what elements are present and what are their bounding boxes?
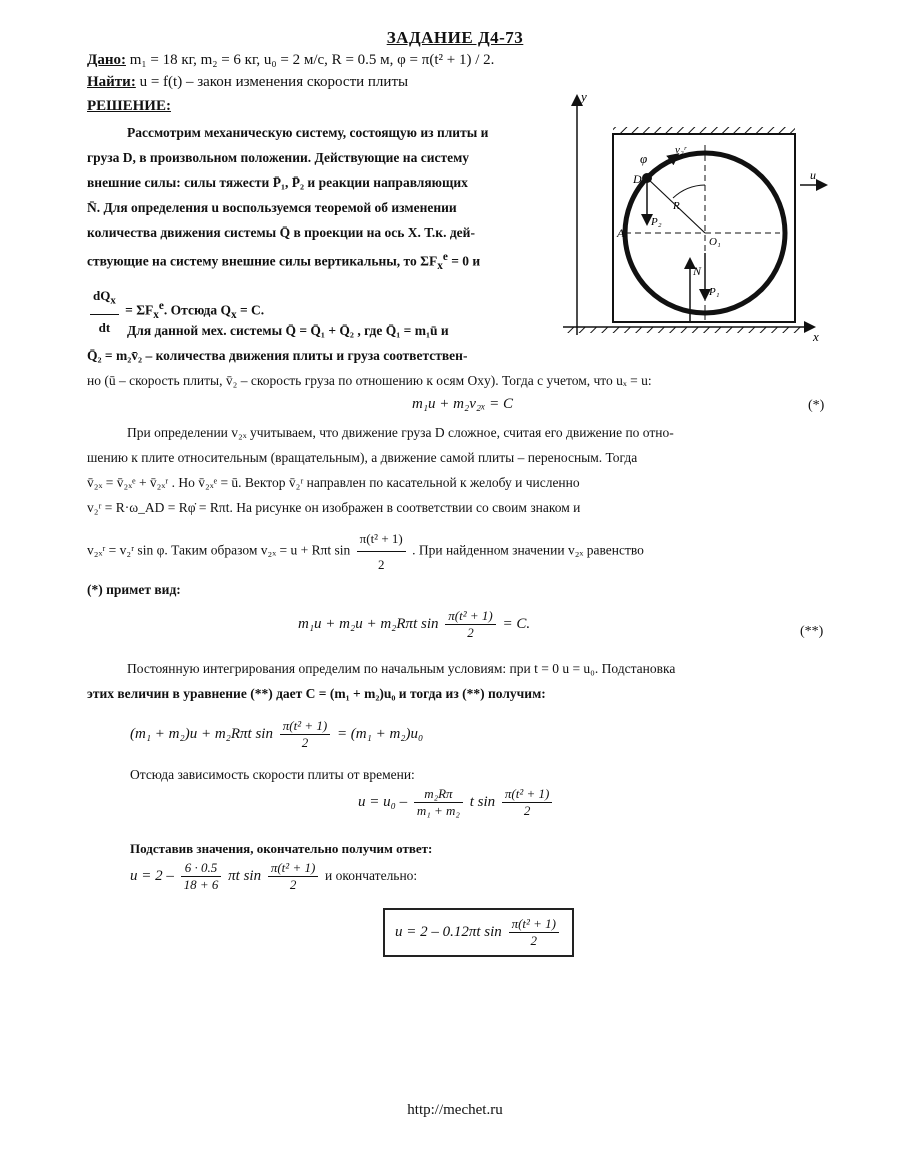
paragraph-1-line-3: внешние силы: силы тяжести P̄₁, P̄₂ и реакции направляющих bbox=[87, 175, 468, 190]
equation-2-fraction bbox=[445, 608, 495, 641]
equation-5-num-1: 6 · 0.5 bbox=[181, 860, 222, 877]
equation-5-num-2: π(t² + 1) bbox=[268, 860, 318, 877]
paragraph-1-line-5: количества движения системы Q̄ в проекции на ось X. Т.к. дей- bbox=[87, 225, 475, 240]
page-title: ЗАДАНИЕ Д4-73 bbox=[386, 28, 524, 47]
v2x-fraction bbox=[357, 526, 406, 577]
equation-4-fraction-2 bbox=[502, 786, 552, 819]
solution-heading bbox=[87, 98, 171, 115]
equation-4-den-2: 2 bbox=[523, 803, 531, 818]
paragraph-1-line-2: груза D, в произвольном положении. Действующие на систему bbox=[87, 150, 470, 165]
equation-1: m₁u + m₂v₂ₓ = C bbox=[412, 396, 513, 412]
derivative-const: = C. bbox=[236, 302, 265, 318]
derivative-fraction: $\frac{dQ_x}{dt}$ bbox=[90, 283, 119, 340]
derivative-num: dQ bbox=[93, 288, 111, 304]
P2-label: P₂ bbox=[651, 216, 662, 228]
answer-box bbox=[383, 908, 574, 957]
paragraph-3 bbox=[87, 420, 837, 602]
equation-4-left: u = u₀ – bbox=[358, 793, 408, 810]
equation-3-num: π(t² + 1) bbox=[280, 718, 330, 735]
paragraph-5: Отсюда зависимость скорости плиты от времени: bbox=[130, 767, 415, 782]
find-text: u = f(t) – закон изменения скорости плиты bbox=[139, 74, 409, 90]
given-line bbox=[87, 52, 494, 69]
paragraph-1-line-6: ствующие на систему внешние силы вертикальны, то $\Sigma F_x^e = 0$ и bbox=[87, 251, 481, 273]
center-label: O₁ bbox=[709, 236, 721, 248]
answer-fraction bbox=[509, 916, 559, 949]
equation-2 bbox=[298, 608, 530, 641]
paragraph-4-line-1: Постоянную интегрирования определим по начальным условиям: при t = 0 u = u₀. Подстановка bbox=[127, 661, 676, 676]
derivative-eq: = ΣF bbox=[125, 302, 154, 318]
equation-3-fraction bbox=[280, 718, 330, 751]
given-label: Дано: bbox=[87, 52, 126, 68]
R-label: R bbox=[673, 200, 680, 212]
paragraph-1-line-1: Рассмотрим механическую систему, состоящую из плиты и bbox=[127, 125, 489, 140]
equation-4-den-1: m₁ + m₂ bbox=[416, 803, 460, 818]
equation-3-den: 2 bbox=[301, 735, 309, 750]
equation-4 bbox=[358, 786, 555, 819]
answer-den: 2 bbox=[530, 933, 538, 948]
y-axis-label: y bbox=[581, 89, 587, 104]
find-label: Найти: bbox=[87, 74, 136, 90]
paragraph-6: Подставив значения, окончательно получим ответ: bbox=[130, 841, 433, 856]
equation-4-mid: t sin bbox=[469, 793, 496, 810]
paragraph-2-line-2: Q̄₂ = m₂v̄₂ – количества движения плиты и груза соответствен- bbox=[87, 348, 468, 363]
P1-label: P₁ bbox=[709, 286, 720, 298]
phi-arc bbox=[673, 185, 705, 198]
v2x-expression: v₂ₓʳ = v₂ʳ sin φ. Таким образом v₂ₓ = u + Rπt sin bbox=[87, 542, 351, 558]
footer-url: http://mechet.ru bbox=[407, 1102, 503, 1118]
top-guide-hatch bbox=[613, 127, 795, 134]
answer-left: u = 2 – 0.12πt sin bbox=[395, 923, 502, 940]
paragraph-3-line-2: шению к плите относительным (вращательным), а движение самой плиты – переносным. Тогда bbox=[87, 450, 638, 465]
paragraph-3-line-4: v₂ʳ = R·ω_AD = Rφ̇ = Rπt. На рисунке он изображен в соответствии со своим знаком и bbox=[87, 500, 581, 515]
sum-forces-tail: = 0 и bbox=[447, 253, 481, 269]
derivative-result: . Отсюда Q bbox=[163, 302, 231, 318]
sum-forces-text: ствующие на систему внешние силы вертикальны, то ΣF bbox=[87, 253, 438, 269]
paragraph-1-line-4: N̄. Для определения u воспользуемся теоремой об изменении bbox=[87, 200, 457, 215]
ground-hatch bbox=[563, 327, 803, 333]
paragraph-1 bbox=[87, 120, 488, 340]
paragraph-3-line-1: При определении v₂ₓ учитываем, что движение груза D сложное, считая его движение по отно- bbox=[127, 425, 674, 440]
paragraph-1-line-7: $\frac{dQ_x}{dt}$ = $\Sigma F_x^e$. Отсюда $Q_x = C$. bbox=[87, 283, 488, 340]
equation-5-den-1: 18 + 6 bbox=[183, 877, 219, 892]
equation-5 bbox=[130, 860, 417, 893]
equation-5-mid: πt sin bbox=[228, 867, 262, 884]
paragraph-4-line-2: этих величин в уравнение (**) дает C = (m₁ + m₂)u₀ и тогда из (**) получим: bbox=[87, 686, 546, 701]
equation-3-right: = (m₁ + m₂)u₀ bbox=[336, 725, 424, 742]
paragraph-3-line-3: v̄₂ₓ = v̄₂ₓᵉ + v̄₂ₓʳ . Но v̄₂ₓᵉ = ū. Вектор v̄₂ʳ направлен по касательной к желобу и численно bbox=[87, 475, 580, 490]
equation-1-tag: (*) bbox=[808, 398, 825, 413]
equation-5-fraction-1 bbox=[181, 860, 222, 893]
equation-5-left: u = 2 – bbox=[130, 867, 174, 884]
equation-3 bbox=[130, 718, 423, 751]
equation-3-left: (m₁ + m₂)u + m₂Rπt sin bbox=[130, 725, 273, 742]
equation-2-right: = C. bbox=[502, 615, 531, 632]
equation-4-num-2: π(t² + 1) bbox=[502, 786, 552, 803]
paragraph-2 bbox=[87, 318, 467, 368]
equation-2-tag: (**) bbox=[800, 624, 824, 639]
equation-2-num: π(t² + 1) bbox=[445, 608, 495, 625]
equation-5-tail: и окончательно: bbox=[325, 867, 418, 883]
v2x-fraction-num: π(t² + 1) bbox=[357, 526, 406, 552]
equation-2-den: 2 bbox=[467, 625, 474, 640]
given-text: m₁ = 18 кг, m₂ = 6 кг, u₀ = 2 м/с, R = 0.5 м, φ = π(t² + 1) / 2. bbox=[129, 52, 495, 68]
paragraph-2-line-3: но (ū – скорость плиты, v̄₂ – скорость груза по отношению к осям Oxy). Тогда с учетом, что uₓ = u: bbox=[87, 373, 652, 388]
equation-5-fraction-2 bbox=[268, 860, 318, 893]
find-line bbox=[87, 74, 408, 91]
equation-2-left: m₁u + m₂u + m₂Rπt sin bbox=[298, 615, 439, 632]
equation-4-fraction-1 bbox=[414, 786, 463, 819]
equation-5-den-2: 2 bbox=[289, 877, 297, 892]
phi-label: φ bbox=[640, 151, 648, 166]
paragraph-4 bbox=[87, 656, 675, 706]
paragraph-2-line-1: Для данной мех. системы Q̄ = Q̄₁ + Q̄₂ , где Q̄₁ = m₁ū и bbox=[127, 323, 449, 338]
A-label: A bbox=[617, 226, 625, 240]
v2x-fraction-den: 2 bbox=[377, 557, 385, 572]
equation-4-num-1: m₂Rπ bbox=[414, 786, 463, 803]
relative-velocity-arrow bbox=[647, 155, 677, 178]
N-label: N bbox=[693, 264, 702, 278]
answer-num: π(t² + 1) bbox=[509, 916, 559, 933]
x-axis-label: x bbox=[813, 329, 819, 344]
u-label: u bbox=[810, 168, 816, 182]
relative-velocity-label: v₂ʳ bbox=[675, 144, 687, 156]
solution-label: РЕШЕНИЕ: bbox=[87, 98, 171, 114]
v2x-tail: . При найденном значении v₂ₓ равенство bbox=[412, 542, 644, 558]
mechanism-figure bbox=[555, 85, 845, 350]
D-label: D bbox=[633, 172, 642, 186]
paragraph-3-line-5 bbox=[87, 526, 837, 577]
derivative-den: dt bbox=[98, 319, 111, 335]
paragraph-3-line-6: (*) примет вид: bbox=[87, 582, 181, 597]
